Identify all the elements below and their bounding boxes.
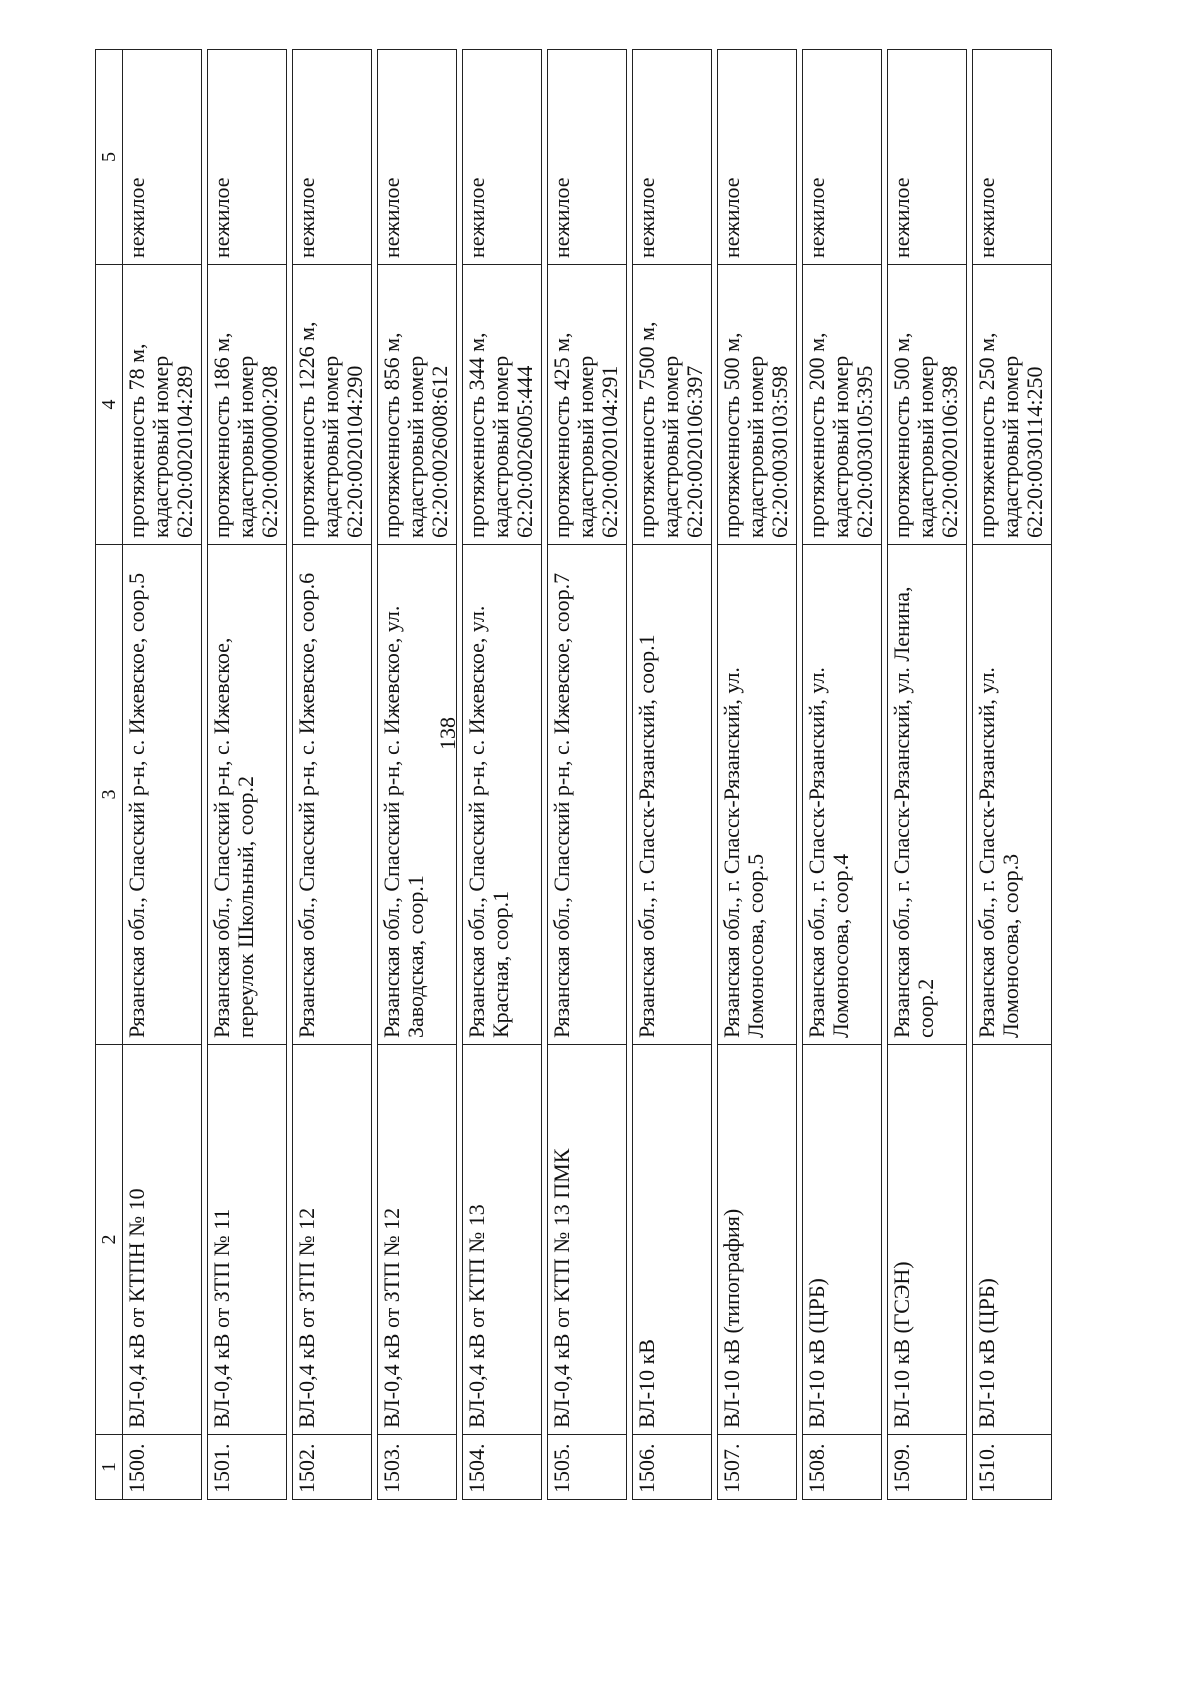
object-type: нежилое: [633, 50, 712, 265]
row-number: 1509.: [888, 1435, 967, 1500]
object-description: протяженность 425 м, кадастровый номер 62:20:0020104:291: [548, 265, 627, 545]
object-name: ВЛ-0,4 кВ от ЗТП № 11: [208, 1045, 287, 1435]
header-cell: 3: [96, 545, 123, 1045]
object-address: Рязанская обл., г. Спасск-Рязанский, ул. Ломоносова, соор.4: [803, 545, 882, 1045]
header-cell: 4: [96, 265, 123, 545]
object-name: ВЛ-0,4 кВ от ЗТП № 12: [293, 1045, 372, 1435]
table-row: [633, 50, 712, 1500]
table-row: [378, 50, 457, 1500]
table-row: [463, 50, 542, 1500]
object-type: нежилое: [888, 50, 967, 265]
header-cell: 2: [96, 1045, 123, 1435]
table-row: [548, 50, 627, 1500]
table-row: [973, 50, 1052, 1500]
object-type: нежилое: [973, 50, 1052, 265]
page-number: 138: [435, 717, 460, 750]
object-description: протяженность 78 м, кадастровый номер 62:20:0020104:289: [123, 265, 202, 545]
object-address: Рязанская обл., г. Спасск-Рязанский, ул. Ломоносова, соор.3: [973, 545, 1052, 1045]
header-cell: 1: [96, 1435, 123, 1500]
object-description: протяженность 250 м, кадастровый номер 62:20:0030114:250: [973, 265, 1052, 545]
object-address: Рязанская обл., г. Спасск-Рязанский, ул. Ломоносова, соор.5: [718, 545, 797, 1045]
object-address: Рязанская обл., Спасский р-н, с. Ижевское, ул. Красная, соор.1: [463, 545, 542, 1045]
object-description: протяженность 500 м, кадастровый номер 62:20:0020106:398: [888, 265, 967, 545]
table-row: [123, 50, 202, 1500]
object-address: Рязанская обл., г. Спасск-Рязанский, ул. Ленина, соор.2: [888, 545, 967, 1045]
header-cell: 5: [96, 50, 123, 265]
object-name: ВЛ-10 кВ: [633, 1045, 712, 1435]
table-row: [888, 50, 967, 1500]
object-description: протяженность 344 м, кадастровый номер 62:20:0026005:444: [463, 265, 542, 545]
table-row: [293, 50, 372, 1500]
table-row: [718, 50, 797, 1500]
row-number: 1502.: [293, 1435, 372, 1500]
registry-table: [95, 49, 1052, 1500]
object-address: Рязанская обл., Спасский р-н, с. Ижевское, переулок Школьный, соор.2: [208, 545, 287, 1045]
object-description: протяженность 7500 м, кадастровый номер 62:20:0020106:397: [633, 265, 712, 545]
object-address: Рязанская обл., Спасский р-н, с. Ижевское, соор.6: [293, 545, 372, 1045]
object-name: ВЛ-0,4 кВ от КТПН № 10: [123, 1045, 202, 1435]
object-description: протяженность 856 м, кадастровый номер 62:20:0026008:612: [378, 265, 457, 545]
row-number: 1503.: [378, 1435, 457, 1500]
row-number: 1505.: [548, 1435, 627, 1500]
object-name: ВЛ-0,4 кВ от КТП № 13: [463, 1045, 542, 1435]
object-type: нежилое: [718, 50, 797, 265]
table-row: [208, 50, 287, 1500]
row-number: 1500.: [123, 1435, 202, 1500]
object-type: нежилое: [208, 50, 287, 265]
row-number: 1508.: [803, 1435, 882, 1500]
object-type: нежилое: [378, 50, 457, 265]
object-name: ВЛ-10 кВ (ЦРБ): [803, 1045, 882, 1435]
row-number: 1501.: [208, 1435, 287, 1500]
object-type: нежилое: [463, 50, 542, 265]
object-name: ВЛ-10 кВ (ГСЭН): [888, 1045, 967, 1435]
object-type: нежилое: [123, 50, 202, 265]
object-type: нежилое: [803, 50, 882, 265]
object-name: ВЛ-0,4 кВ от ЗТП № 12: [378, 1045, 457, 1435]
object-name: ВЛ-10 кВ (ЦРБ): [973, 1045, 1052, 1435]
object-address: Рязанская обл., Спасский р-н, с. Ижевское, соор.5: [123, 545, 202, 1045]
row-number: 1506.: [633, 1435, 712, 1500]
object-description: протяженность 200 м, кадастровый номер 62:20:0030105:395: [803, 265, 882, 545]
row-number: 1507.: [718, 1435, 797, 1500]
object-name: ВЛ-0,4 кВ от КТП № 13 ПМК: [548, 1045, 627, 1435]
object-type: нежилое: [548, 50, 627, 265]
object-name: ВЛ-10 кВ (типография): [718, 1045, 797, 1435]
row-number: 1504.: [463, 1435, 542, 1500]
object-address: Рязанская обл., г. Спасск-Рязанский, соор.1: [633, 545, 712, 1045]
object-address: Рязанская обл., Спасский р-н, с. Ижевское, соор.7: [548, 545, 627, 1045]
registry-table-container: [95, 50, 1050, 1500]
object-description: протяженность 1226 м, кадастровый номер 62:20:0020104:290: [293, 265, 372, 545]
object-description: протяженность 186 м, кадастровый номер 62:20:0000000:208: [208, 265, 287, 545]
header-row: [96, 50, 123, 1500]
row-number: 1510.: [973, 1435, 1052, 1500]
object-type: нежилое: [293, 50, 372, 265]
object-description: протяженность 500 м, кадастровый номер 62:20:0030103:598: [718, 265, 797, 545]
object-address: Рязанская обл., Спасский р-н, с. Ижевское, ул. Заводская, соор.1: [378, 545, 457, 1045]
table-row: [803, 50, 882, 1500]
